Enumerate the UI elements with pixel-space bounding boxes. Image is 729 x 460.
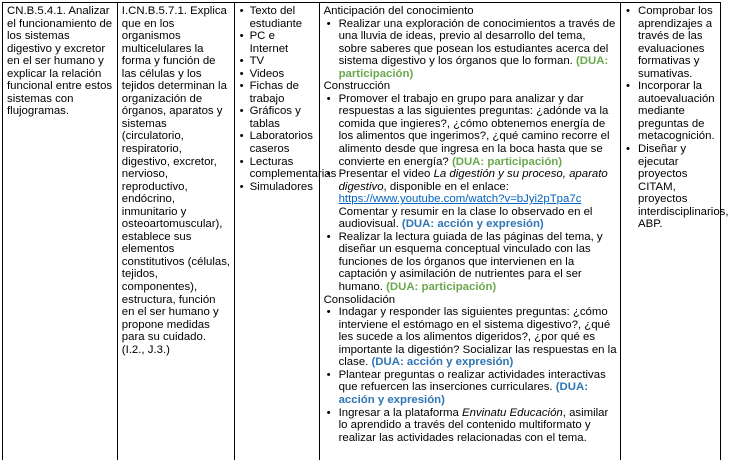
resources-list [239, 5, 337, 193]
dua-tag: (DUA: acción y expresión) [371, 356, 514, 369]
activity-item: • Ingresar a la plataforma Envinatu Educación, asimilar lo aprendido a través del contenido multiformato y realizar las actividades relacionadas con el tema. [324, 407, 617, 445]
evaluation-cell [621, 3, 729, 460]
resource-item: • PC e Internet [239, 30, 316, 55]
planning-table-row [2, 2, 729, 460]
evaluation-item: • Incorporar la autoevaluación mediante preguntas de metacognición. [625, 80, 717, 143]
dua-tag: (DUA: participación) [338, 55, 609, 80]
resource-item: • TV [239, 55, 316, 68]
dua-tag: (DUA: acción y expresión) [401, 218, 544, 231]
anticipation-heading: Anticipación del conocimiento [323, 5, 474, 17]
consolidation-list [324, 306, 617, 444]
resources-cell [235, 3, 337, 460]
skill-criterion-cell [3, 3, 118, 460]
video-link[interactable]: https://www.youtube.com/watch?v=bJyi2pTpa7c [338, 193, 582, 206]
video-title: La digestión y su proceso, aparato digestivo [338, 168, 608, 193]
dua-tag: (DUA: participación) [386, 281, 497, 294]
evaluation-item: • Diseñar y ejecutar proyectos CITAM, proyectos interdisciplinarios, ABP. [625, 143, 717, 231]
construction-list [324, 93, 617, 294]
activity-item: • Realizar la lectura guiada de las páginas del tema, y diseñar un esquema conceptual vinculado con las funciones de los órganos que intervienen en la captación y asimilación de nutrientes para el ser humano. (DUA: participación) [324, 231, 617, 294]
construction-heading: Construcción [323, 80, 391, 93]
resource-item: • Texto del estudiante [239, 5, 316, 30]
evaluation-list [625, 5, 729, 231]
activity-item: • Promover el trabajo en grupo para analizar y dar respuestas a las siguientes preguntas: ¿adónde va la comida que ingieres?, ¿cómo obtenemos energía de los alimentos que ingerimos?, ¿qué camino recorre el alimento desde que ingresa en la boca hasta que se convierte en energía? (DUA: participación) [324, 93, 617, 168]
consolidation-heading: Consolidación [323, 293, 396, 306]
indicator-cell [118, 3, 235, 460]
resource-item: • Simuladores [239, 181, 316, 194]
resource-item: • Fichas de trabajo [239, 80, 316, 105]
skill-criterion-text: CN.B.5.4.1. Analizar el funcionamiento de los sistemas digestivo y excretor en el ser humano y explicar la relación funcional entre estos sistemas con flujogramas. [7, 5, 113, 118]
evaluation-item: • Comprobar los aprendizajes a través de las evaluaciones formativas y sumativas. [625, 5, 717, 80]
resource-item: • Laboratorios caseros [239, 130, 316, 155]
activities-cell [320, 3, 621, 460]
resource-item: • Videos [239, 68, 316, 81]
activity-item: • Realizar una exploración de conocimientos a través de una lluvia de ideas, previo al desarrollo del tema, sobre saberes que posean los estudiantes acerca del sistema digestivo y los órganos que lo forman. (DUA: participación) [324, 18, 617, 81]
dua-tag: (DUA: participación) [451, 155, 563, 168]
activity-item: • Plantear preguntas o realizar actividades interactivas que refuercen las inserciones curriculares. (DUA: acción y expresión) [324, 369, 617, 407]
activity-item: • Indagar y responder las siguientes preguntas: ¿cómo interviene el estómago en el sistema digestivo?, ¿qué les sucede a los alimentos digeridos?, ¿por qué es importante la digestión? Socializar las respuestas en la clase. (DUA: acción y expresión) [324, 306, 617, 369]
resource-item: • Lecturas complementarias [239, 156, 316, 181]
resource-item: • Gráficos y tablas [239, 105, 316, 130]
dua-tag: (DUA: acción y expresión) [338, 381, 589, 406]
anticipation-list [324, 18, 617, 81]
indicator-text: I.CN.B.5.7.1. Explica que en los organismos multicelulares la forma y función de las células y los tejidos determinan la organización de órganos, aparatos y sistemas (circulatorio, respiratorio, digestivo, excretor, nervioso, reproductivo, endócrino, inmunitario y osteoartomuscular), establece sus elementos constitutivos (células, tejidos, componentes), estructura, función en el ser humano y propone medidas para su cuidado. (I.2., J.3.) [121, 5, 231, 356]
platform-name: Envinatu Educación [462, 406, 563, 419]
activity-item: • Presentar el video La digestión y su proceso, aparato digestivo, disponible en el enlace: https://www.youtube.com/watch?v=bJyi2pTpa7c Comentar y resumir en la clase lo observado en el audiovisual. (DUA: acción y expresión) [324, 168, 617, 231]
